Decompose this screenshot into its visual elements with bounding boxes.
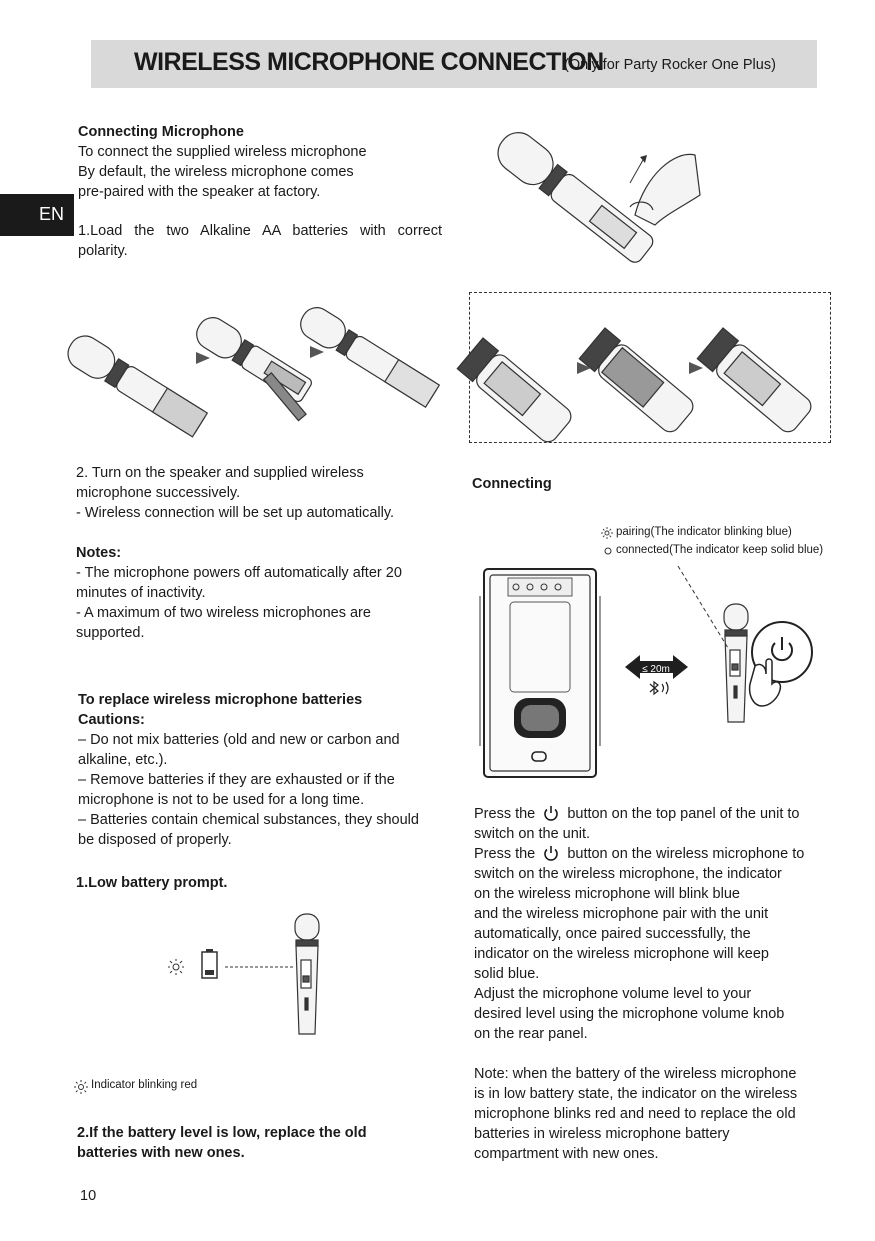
instruction-line: automatically, once paired successfully, the	[474, 926, 751, 942]
arrow-right-icon	[196, 352, 210, 364]
arrow-right-icon	[310, 346, 324, 358]
adjust-line: on the rear panel.	[474, 1026, 588, 1042]
low-battery-legend: Indicator blinking red	[91, 1079, 198, 1091]
connected-legend: connected(The indicator keep solid blue)	[616, 544, 824, 556]
notes-line: - The microphone powers off automatically after 20	[76, 565, 402, 581]
notes-line: minutes of inactivity.	[76, 585, 206, 601]
notes-heading: Notes:	[76, 545, 122, 561]
solid-indicator-icon	[603, 546, 613, 556]
blink-icon	[168, 959, 184, 975]
caution-line: – Batteries contain chemical substances, they should	[78, 812, 419, 828]
instruction-text: Press the	[474, 806, 536, 822]
instruction-line	[474, 804, 800, 824]
pairing-legend: pairing(The indicator blinking blue)	[616, 526, 792, 538]
language-tab-label: EN	[39, 204, 65, 224]
connecting-heading: Connecting	[472, 476, 552, 492]
caution-line: alkaline, etc.).	[78, 752, 168, 768]
speaker-pairing-illustration	[480, 566, 830, 781]
note-line: microphone blinks red and need to replace the old	[474, 1106, 796, 1122]
low-battery-heading: 1.Low battery prompt.	[76, 875, 228, 891]
caution-line: – Remove batteries if they are exhausted or if the	[78, 772, 395, 788]
instruction-line: solid blue.	[474, 966, 540, 982]
instruction-text: button on the wireless microphone to	[567, 846, 805, 862]
page-subtitle: (Only for Party Rocker One Plus)	[564, 57, 776, 73]
connecting-microphone-heading: Connecting Microphone	[78, 124, 244, 140]
caution-line: microphone is not to be used for a long time.	[78, 792, 365, 808]
replace-batteries-heading: To replace wireless microphone batteries	[78, 692, 363, 708]
instruction-line: on the wireless microphone will blink blue	[474, 886, 740, 902]
note-line: batteries in wireless microphone battery	[474, 1126, 730, 1142]
instruction-line	[474, 844, 804, 864]
distance-label: ≤ 20m	[642, 664, 670, 675]
microphone-icon	[295, 914, 319, 1034]
replace-step-line: batteries with new ones.	[77, 1145, 245, 1161]
speaker-icon	[480, 569, 600, 777]
instruction-text: button on the top panel of the unit to	[567, 806, 800, 822]
step2-line: 2. Turn on the speaker and supplied wireless	[76, 465, 364, 481]
arrow-right-icon	[689, 362, 703, 374]
note-line: compartment with new ones.	[474, 1146, 659, 1162]
note-line: is in low battery state, the indicator on the wireless	[474, 1086, 798, 1102]
low-battery-illustration	[165, 912, 335, 1042]
step2-line: - Wireless connection will be set up automatically.	[76, 505, 395, 521]
notes-line: supported.	[76, 625, 145, 641]
low-battery-icon	[202, 949, 217, 978]
step1-line: polarity.	[78, 243, 128, 259]
intro-line: To connect the supplied wireless microphone	[78, 144, 367, 160]
page-number: 10	[80, 1188, 97, 1204]
instruction-line: indicator on the wireless microphone will keep	[474, 946, 769, 962]
adjust-line: Adjust the microphone volume level to your	[474, 986, 752, 1002]
instruction-line: switch on the wireless microphone, the indicator	[474, 866, 782, 882]
replace-step-line: 2.If the battery level is low, replace the old	[77, 1125, 367, 1141]
instruction-line: and the wireless microphone pair with the unit	[474, 906, 769, 922]
step2-line: microphone successively.	[76, 485, 241, 501]
adjust-line: desired level using the microphone volume knob	[474, 1006, 785, 1022]
battery-compartment-illustration	[475, 298, 825, 438]
blink-icon	[72, 1078, 90, 1096]
microphone-icon	[724, 604, 748, 722]
power-icon	[543, 805, 559, 821]
bluetooth-icon	[650, 682, 668, 694]
cautions-heading: Cautions:	[78, 712, 145, 728]
battery-loading-illustration	[70, 290, 450, 430]
note-line: Note: when the battery of the wireless microphone	[474, 1066, 797, 1082]
notes-line: - A maximum of two wireless microphones are	[76, 605, 371, 621]
blink-icon	[600, 526, 614, 540]
power-icon	[543, 845, 559, 861]
microphone-hand-illustration	[505, 115, 705, 270]
instruction-line: switch on the unit.	[474, 826, 591, 842]
caution-line: be disposed of properly.	[78, 832, 232, 848]
caution-line: – Do not mix batteries (old and new or carbon and	[78, 732, 400, 748]
intro-line: By default, the wireless microphone comes	[78, 164, 354, 180]
intro-line: pre-paired with the speaker at factory.	[78, 184, 321, 200]
instruction-text: Press the	[474, 846, 536, 862]
step1-line: 1.Load the two Alkaline AA batteries with correct	[78, 223, 442, 239]
page-title: WIRELESS MICROPHONE CONNECTION	[134, 48, 604, 76]
